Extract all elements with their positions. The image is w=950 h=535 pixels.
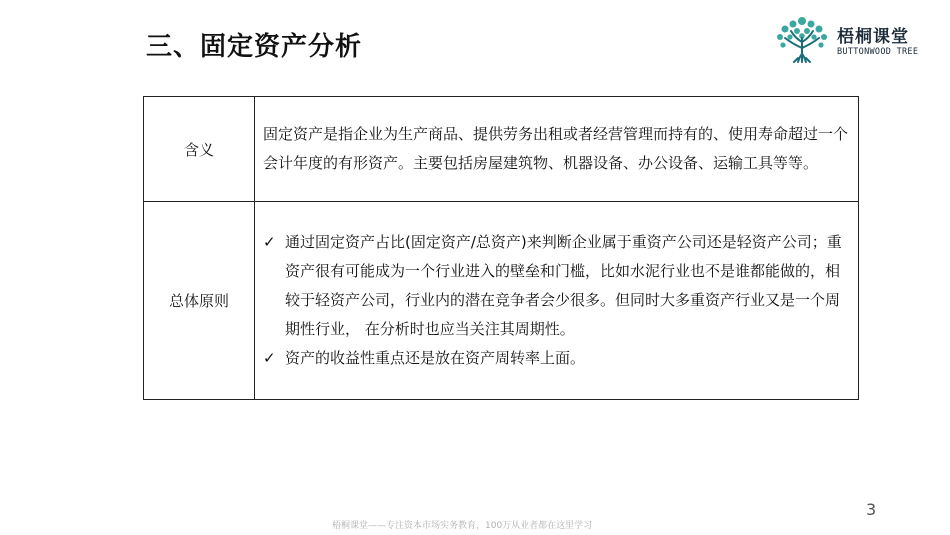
list-item-text: 资产的收益性重点还是放在资产周转率上面。 (285, 349, 586, 367)
page-title: 三、固定资产分析 (146, 32, 363, 62)
page-number: 3 (866, 500, 877, 519)
logo (773, 14, 933, 66)
logo-name-cn: 梧桐课堂 (837, 27, 909, 47)
row-label: 总体原则 (144, 202, 255, 400)
checkmark-icon: ✓ (263, 349, 276, 367)
table-row (144, 97, 859, 202)
row-label: 含义 (144, 97, 255, 202)
list-item (263, 228, 850, 344)
list-item (263, 344, 850, 373)
row-text: 固定资产是指企业为生产商品、提供劳务出租或者经营管理而持有的、使用寿命超过一个会计年度的有形资产。主要包括房屋建筑物、机器设备、办公设备、运输工具等等。 (255, 97, 859, 202)
row-list (255, 202, 859, 400)
logo-name-en: BUTTONWOOD TREE (837, 47, 919, 57)
checkmark-icon: ✓ (263, 233, 276, 251)
footer-text: 梧桐课堂——专注资本市场实务教育，100万从业者都在这里学习 (332, 521, 593, 531)
tree-icon (773, 14, 831, 64)
list-item-text: 通过固定资产占比(固定资产/总资产)来判断企业属于重资产公司还是轻资产公司；重资产很有可能成为一个行业进入的壁垒和门槛，比如水泥行业也不是谁都能做的，相较于轻资产公司，行业内的潜在竞争者会少很多。但同时大多重资产行业又是一个周期性行业， 在分析时也应当关注其周期性。 (285, 233, 842, 338)
table-row (144, 202, 859, 400)
content-table (143, 96, 859, 400)
